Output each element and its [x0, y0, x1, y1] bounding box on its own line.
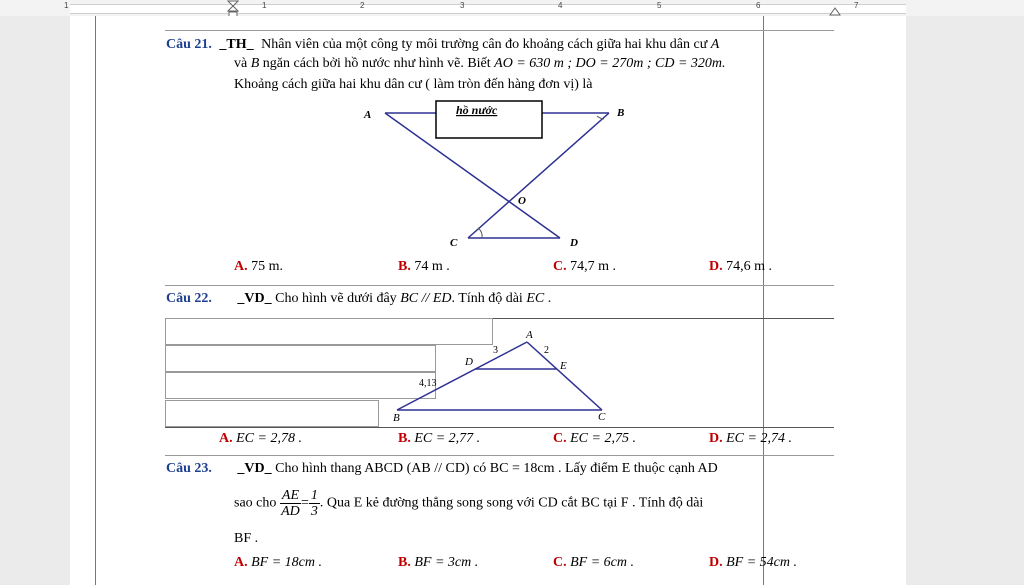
- q21-label-b: B: [617, 107, 625, 119]
- q22-line: Câu 22. _VD_ Cho hình vẽ dưới đây BC // ED. Tính độ dài EC .: [166, 291, 552, 306]
- q22-option-d[interactable]: D. EC = 2,74 .: [709, 431, 792, 446]
- q22-label-b: B: [393, 412, 400, 424]
- q22-option-a[interactable]: A. EC = 2,78 .: [219, 431, 302, 446]
- q21-line3: Khoảng cách giữa hai khu dân cư ( làm tròn đến hàng đơn vị) là: [234, 77, 593, 92]
- q22-label-d: D: [465, 356, 473, 368]
- q22-text: . Tính độ dài: [451, 291, 523, 306]
- q21-option-c[interactable]: C. 74,7 m .: [553, 259, 617, 274]
- ruler-number: 6: [756, 1, 761, 10]
- q23-level: _VD_: [237, 461, 272, 476]
- q21-label-a: A: [364, 109, 372, 121]
- table-divider: [165, 285, 834, 286]
- q21-label: Câu 21.: [166, 37, 212, 52]
- q23-option-a[interactable]: A. BF = 18cm .: [234, 555, 322, 570]
- q22-label-a: A: [526, 329, 533, 341]
- q22-label-c: C: [598, 411, 606, 423]
- q21-text: Nhân viên của một công ty môi trường cân đo khoảng cách giữa hai khu dân cư: [261, 37, 708, 52]
- q23-fraction: $\frac{1}{3}$: [310, 488, 318, 519]
- q21-label-o: O: [518, 195, 526, 207]
- q22-text: Cho hình vẽ dưới đây: [275, 291, 397, 306]
- q22-len-ad: 3: [493, 345, 498, 356]
- q23-equals: =: [301, 495, 309, 511]
- q23-line1: [166, 461, 718, 477]
- q23-line3: BF .: [234, 531, 259, 546]
- q21-option-d[interactable]: D. 74,6 m .: [709, 259, 773, 274]
- q21-label-d: D: [570, 237, 578, 249]
- q22-cond: BC // ED: [400, 291, 452, 306]
- q23-option-b[interactable]: B. BF = 3cm .: [398, 555, 479, 570]
- q22-len-db: 4,13: [419, 378, 437, 389]
- q22-label: Câu 22.: [166, 291, 212, 306]
- q22-option-c[interactable]: C. EC = 2,75 .: [553, 431, 636, 446]
- ruler-number: 7: [854, 1, 859, 10]
- ruler-bar[interactable]: [70, 4, 906, 14]
- ruler-number: 4: [558, 1, 563, 10]
- table-divider: [165, 455, 834, 456]
- q22-target: EC: [526, 291, 545, 306]
- q22-level: _VD_: [237, 291, 272, 306]
- q21-text: ngăn cách bởi hồ nước như hình vẽ. Biết: [262, 56, 491, 71]
- ruler-number: 1: [64, 1, 69, 10]
- ruler-number: 3: [460, 1, 465, 10]
- q21-figure: [360, 100, 625, 250]
- q23-fraction: $\frac{AE}{AD}$: [281, 488, 300, 519]
- q21-text: và: [234, 56, 248, 71]
- table-border-top: [165, 30, 834, 31]
- q23-label: Câu 23.: [166, 461, 212, 476]
- q21-var-a: A: [710, 37, 720, 52]
- ruler-number: 1: [262, 1, 267, 10]
- q22-option-b[interactable]: B. EC = 2,77 .: [398, 431, 481, 446]
- ruler-number: 2: [360, 1, 365, 10]
- table-border-left: [95, 16, 96, 585]
- q23-text: . Qua E kẻ đường thẳng song song với CD cắt BC tại F . Tính độ dài: [319, 495, 704, 511]
- q22-label-e: E: [560, 360, 567, 372]
- q23-text: Cho hình thang ABCD (AB // CD) có BC = 18cm . Lấy điểm E thuộc cạnh AD: [275, 461, 718, 476]
- table-divider: [165, 427, 834, 428]
- q21-given: AO = 630 m ; DO = 270m ; CD = 320m.: [494, 56, 726, 71]
- ruler-number: 5: [657, 1, 662, 10]
- q23-option-c[interactable]: C. BF = 6cm .: [553, 555, 634, 570]
- q21-label-c: C: [450, 237, 458, 249]
- q21-option-a[interactable]: A. 75 m.: [234, 259, 284, 274]
- q21-line2: [234, 56, 726, 72]
- q21-option-b[interactable]: B. 74 m .: [398, 259, 450, 274]
- q23-line2: [234, 488, 703, 519]
- table-border-right: [763, 16, 764, 585]
- q22-figure: [385, 325, 625, 425]
- q21-var-b: B: [250, 56, 260, 71]
- q23-text: sao cho: [234, 495, 277, 511]
- q21-level: _TH_: [219, 37, 254, 52]
- q22-left-cell: [165, 400, 379, 427]
- q22-len-ae: 2: [544, 345, 549, 356]
- right-indent-marker-icon[interactable]: [829, 6, 841, 16]
- q21-line1: [166, 37, 719, 53]
- q21-lake-label: hồ nước: [456, 103, 498, 117]
- q23-option-d[interactable]: D. BF = 54cm .: [709, 555, 797, 570]
- ruler[interactable]: [0, 0, 1024, 16]
